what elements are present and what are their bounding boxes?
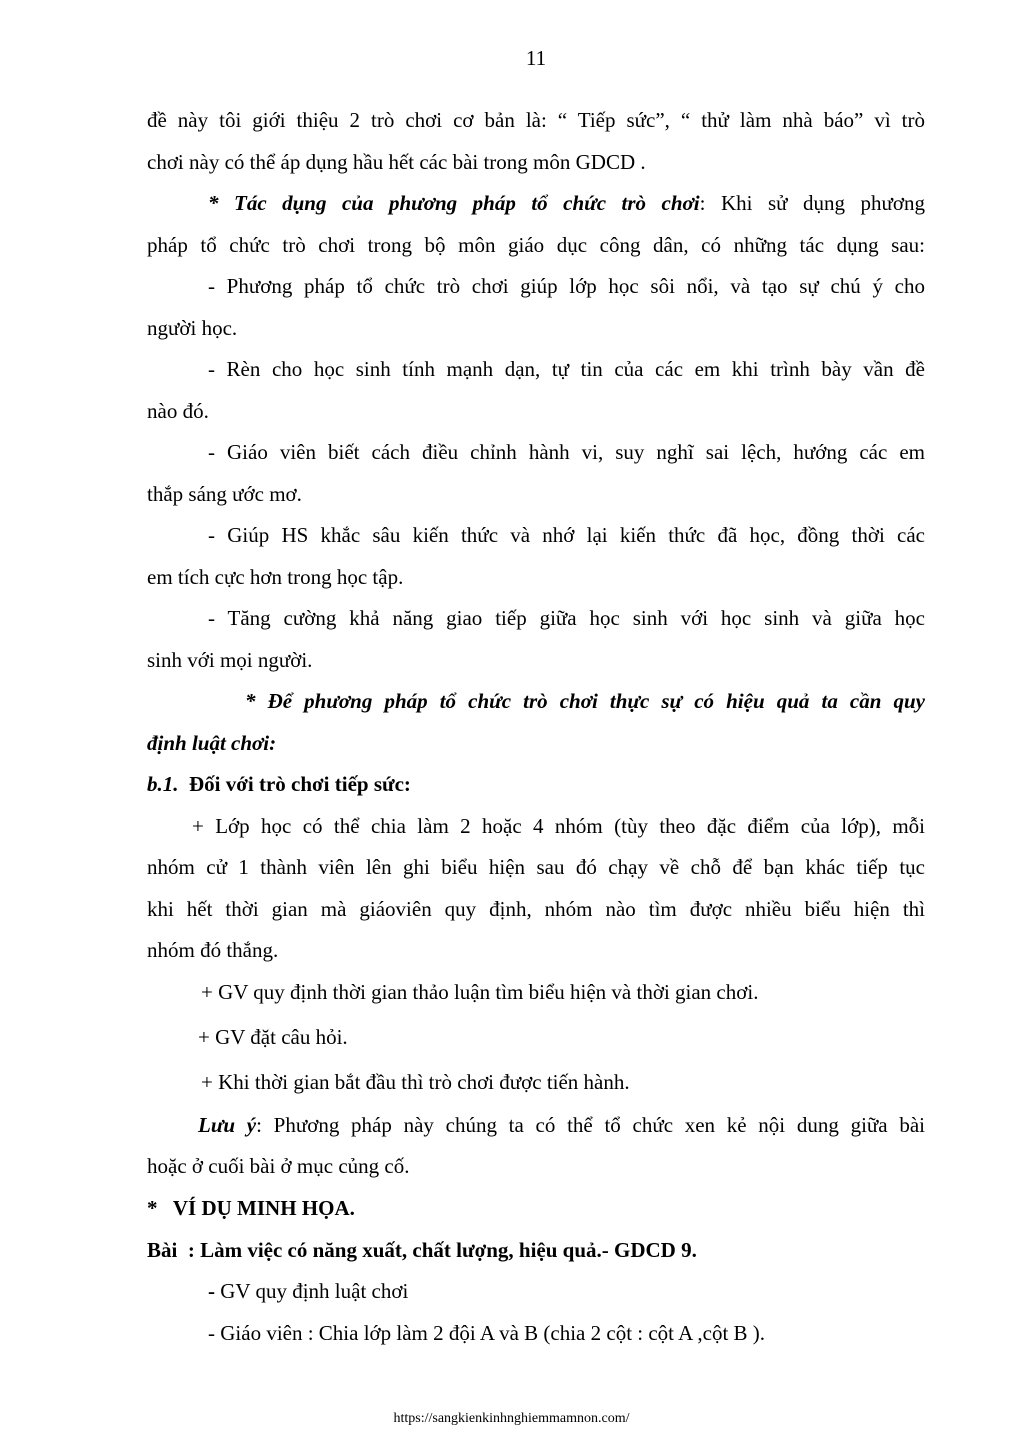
paragraph-line: pháp tổ chức trò chơi trong bộ môn giáo dục công dân, có những tác dụng sau:: [147, 233, 925, 257]
heading-text: * Tác dụng của phương pháp tổ chức trò chơi: [208, 191, 700, 215]
paragraph-line: sinh với mọi người.: [147, 648, 313, 672]
note-line: [198, 1112, 925, 1138]
heading-continuation: : Khi sử dụng phương: [699, 191, 925, 215]
example-heading: * VÍ DỤ MINH HỌA.: [147, 1196, 355, 1220]
paragraph-line: hoặc ở cuối bài ở mục củng cố.: [147, 1154, 410, 1178]
section-heading-rules-cont: định luật chơi:: [147, 731, 277, 755]
rule-item-text: GV quy định luật chơi: [215, 1279, 409, 1303]
paragraph-line: nhóm cử 1 thành viên lên ghi biểu hiện sau đó chạy về chỗ để bạn khác tiếp tục: [147, 855, 925, 879]
paragraph-line: khi hết thời gian mà giáoviên quy định, nhóm nào tìm được nhiều biểu hiện thì: [147, 897, 925, 921]
note-label: Lưu ý: [198, 1113, 257, 1137]
rule-item: [208, 1278, 925, 1304]
bullet-line: - Giáo viên biết cách điều chỉnh hành vi, suy nghĩ sai lệch, hướng các em: [208, 440, 925, 464]
bullet-line: - Giúp HS khắc sâu kiến thức và nhớ lại kiến thức đã học, đồng thời các: [208, 523, 925, 547]
bullet-line: - Phương pháp tổ chức trò chơi giúp lớp học sôi nổi, và tạo sự chú ý cho: [208, 274, 925, 298]
section-heading-effects: [208, 190, 925, 216]
page-number: 11: [525, 46, 547, 70]
note-text: : Phương pháp này chúng ta có thể tổ chức xen kẻ nội dung giữa bài: [256, 1113, 925, 1137]
lesson-title: Bài : Làm việc có năng xuất, chất lượng, hiệu quả.- GDCD 9.: [147, 1238, 697, 1262]
footer-url: https://sangkienkinhnghiemmamnon.com/: [393, 1411, 630, 1426]
rule-item: - Giáo viên : Chia lớp làm 2 đội A và B (chia 2 cột : cột A ,cột B ).: [208, 1321, 766, 1345]
rule-item: + GV đặt câu hỏi.: [198, 1025, 348, 1049]
bullet-line: - Rèn cho học sinh tính mạnh dạn, tự tin của các em khi trình bày vần đề: [208, 357, 925, 381]
paragraph-line: nào đó.: [147, 399, 209, 423]
rule-item: + GV quy định thời gian thảo luận tìm biểu hiện và thời gian chơi.: [201, 980, 759, 1004]
dash-marker: -: [208, 1279, 215, 1303]
subsection-title: Đối với trò chơi tiếp sức:: [189, 772, 411, 796]
paragraph-line: chơi này có thể áp dụng hầu hết các bài trong môn GDCD .: [147, 150, 646, 174]
rule-item: + Khi thời gian bắt đầu thì trò chơi được tiến hành.: [201, 1070, 630, 1094]
paragraph-line: + Lớp học có thể chia làm 2 hoặc 4 nhóm (tùy theo đặc điểm của lớp), mỗi: [192, 814, 925, 838]
subsection-number: b.1.: [147, 772, 179, 796]
paragraph-line: nhóm đó thắng.: [147, 938, 279, 962]
paragraph-line: người học.: [147, 316, 238, 340]
bullet-line: - Tăng cường khả năng giao tiếp giữa học sinh với học sinh và giữa học: [208, 606, 925, 630]
section-heading-rules: * Để phương pháp tổ chức trò chơi thực sự có hiệu quả ta cần quy: [245, 689, 925, 713]
paragraph-line: em tích cực hơn trong học tập.: [147, 565, 404, 589]
subsection-heading: [147, 771, 925, 797]
paragraph-line: đề này tôi giới thiệu 2 trò chơi cơ bản là: “ Tiếp sức”, “ thử làm nhà báo” vì trò: [147, 108, 925, 132]
paragraph-line: thắp sáng ước mơ.: [147, 482, 302, 506]
